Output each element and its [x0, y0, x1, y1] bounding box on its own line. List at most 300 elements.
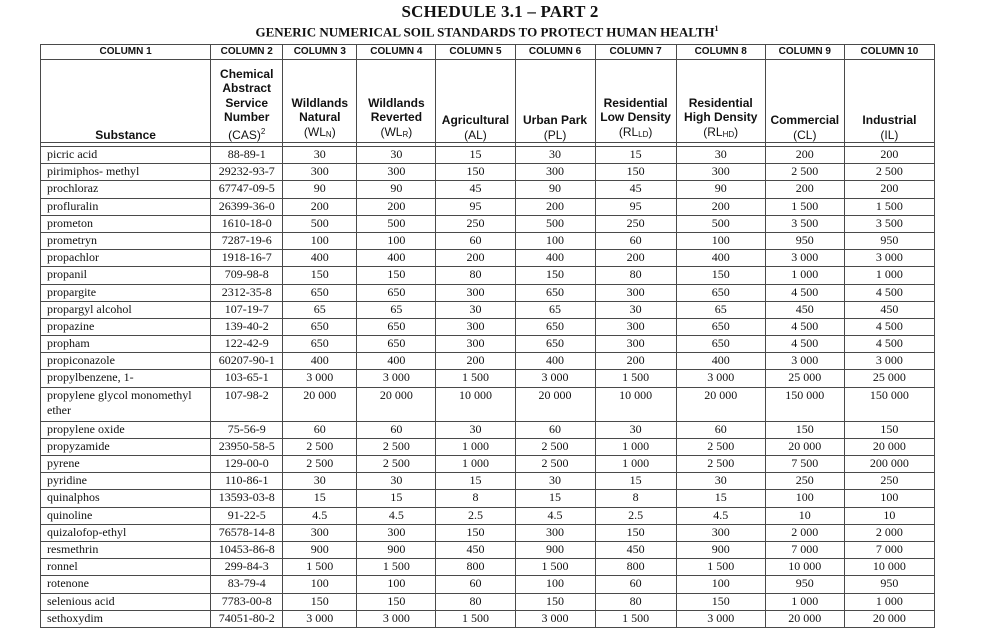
value-cell: 2 500 [676, 438, 765, 455]
header-wildlands-reverted [357, 60, 436, 143]
substance-cell: sethoxydim [41, 610, 211, 627]
value-cell: 100 [515, 232, 595, 249]
value-cell: 200 000 [844, 456, 934, 473]
substance-cell: picric acid [41, 147, 211, 164]
value-cell: 15 [283, 490, 357, 507]
value-cell: 8 [436, 490, 515, 507]
table-row [41, 593, 935, 610]
table-row [41, 267, 935, 284]
table-row [41, 507, 935, 524]
substance-cell: pyrene [41, 456, 211, 473]
header-abbr: (IL) [880, 127, 899, 142]
substance-cell: propyzamide [41, 438, 211, 455]
value-cell: 10 [844, 507, 934, 524]
value-cell: 3 000 [844, 250, 934, 267]
value-cell: 1 500 [436, 610, 515, 627]
value-cell: 65 [515, 301, 595, 318]
value-cell: 3 500 [844, 215, 934, 232]
value-cell: 30 [515, 147, 595, 164]
value-cell: 400 [283, 250, 357, 267]
value-cell: 150 [515, 267, 595, 284]
table-row [41, 215, 935, 232]
value-cell: 100 [844, 490, 934, 507]
value-cell: 300 [515, 164, 595, 181]
value-cell: 500 [357, 215, 436, 232]
value-cell: 4.5 [515, 507, 595, 524]
substance-cell: propachlor [41, 250, 211, 267]
value-cell: 900 [515, 541, 595, 558]
table-row [41, 284, 935, 301]
value-cell: 95 [595, 198, 676, 215]
value-cell: 300 [595, 336, 676, 353]
column-number: COLUMN 5 [436, 45, 515, 60]
value-cell: 65 [357, 301, 436, 318]
header-residential-low [595, 60, 676, 143]
table-row [41, 524, 935, 541]
value-cell: 250 [595, 215, 676, 232]
value-cell: 80 [595, 593, 676, 610]
value-cell: 10 000 [844, 559, 934, 576]
table-row [41, 147, 935, 164]
value-cell: 650 [283, 336, 357, 353]
table-row [41, 164, 935, 181]
value-cell: 30 [283, 473, 357, 490]
value-cell: 450 [844, 301, 934, 318]
value-cell: 3 000 [357, 610, 436, 627]
value-cell: 30 [436, 421, 515, 438]
value-cell: 650 [283, 318, 357, 335]
value-cell: 500 [515, 215, 595, 232]
header-abbr: $(WL_R)$ [380, 124, 413, 139]
value-cell: 1 000 [844, 267, 934, 284]
value-cell: 1 000 [765, 267, 844, 284]
value-cell: 650 [357, 336, 436, 353]
value-cell: 1 000 [595, 456, 676, 473]
value-cell: 2 500 [515, 438, 595, 455]
value-cell: 1 500 [515, 559, 595, 576]
value-cell: 200 [844, 181, 934, 198]
substance-cell: propylene oxide [41, 421, 211, 438]
value-cell: 200 [357, 198, 436, 215]
value-cell: 950 [765, 576, 844, 593]
value-cell: 100 [283, 232, 357, 249]
table-row [41, 387, 935, 421]
value-cell: 150 [357, 267, 436, 284]
header-commercial [765, 60, 844, 143]
value-cell: 30 [676, 147, 765, 164]
value-cell: 10 000 [595, 387, 676, 421]
value-cell: 100 [357, 576, 436, 593]
header-substance [41, 60, 211, 143]
value-cell: 15 [357, 490, 436, 507]
value-cell: 2 500 [357, 438, 436, 455]
value-cell: 1 500 [357, 559, 436, 576]
cas-cell: 10453-86-8 [211, 541, 283, 558]
value-cell: 150 [676, 267, 765, 284]
value-cell: 2 500 [844, 164, 934, 181]
value-cell: 20 000 [515, 387, 595, 421]
table-row [41, 576, 935, 593]
table-row [41, 301, 935, 318]
value-cell: 20 000 [357, 387, 436, 421]
value-cell: 8 [595, 490, 676, 507]
value-cell: 30 [595, 301, 676, 318]
value-cell: 2.5 [436, 507, 515, 524]
value-cell: 250 [765, 473, 844, 490]
value-cell: 3 000 [283, 610, 357, 627]
cas-cell: 103-65-1 [211, 370, 283, 387]
value-cell: 25 000 [844, 370, 934, 387]
value-cell: 100 [765, 490, 844, 507]
value-cell: 150 [765, 421, 844, 438]
value-cell: 60 [595, 576, 676, 593]
value-cell: 7 000 [844, 541, 934, 558]
value-cell: 3 000 [765, 353, 844, 370]
value-cell: 1 500 [283, 559, 357, 576]
column-number: COLUMN 4 [357, 45, 436, 60]
value-cell: 2 500 [357, 456, 436, 473]
value-cell: 300 [283, 524, 357, 541]
table-row [41, 610, 935, 627]
value-cell: 300 [595, 318, 676, 335]
value-cell: 80 [595, 267, 676, 284]
value-cell: 20 000 [844, 610, 934, 627]
value-cell: 900 [676, 541, 765, 558]
value-cell: 1 500 [595, 610, 676, 627]
table-row [41, 181, 935, 198]
value-cell: 150 [515, 593, 595, 610]
cas-cell: 1610-18-0 [211, 215, 283, 232]
column-number: COLUMN 2 [211, 45, 283, 60]
header-cas [211, 60, 283, 143]
cas-cell: 83-79-4 [211, 576, 283, 593]
value-cell: 60 [676, 421, 765, 438]
value-cell: 400 [676, 353, 765, 370]
value-cell: 400 [357, 250, 436, 267]
value-cell: 650 [676, 336, 765, 353]
cas-cell: 139-40-2 [211, 318, 283, 335]
value-cell: 200 [436, 353, 515, 370]
header-label: Chemical Abstract Service Number [220, 66, 274, 124]
table-row [41, 456, 935, 473]
value-cell: 500 [283, 215, 357, 232]
value-cell: 1 500 [676, 559, 765, 576]
header-abbr: $(RL_{LD})$ [618, 124, 653, 139]
value-cell: 4 500 [765, 284, 844, 301]
column-header-row [41, 60, 935, 143]
value-cell: 150 000 [844, 387, 934, 421]
value-cell: 30 [515, 473, 595, 490]
value-cell: 200 [595, 250, 676, 267]
value-cell: 150 [595, 164, 676, 181]
substance-cell: pirimiphos- methyl [41, 164, 211, 181]
column-number-row [41, 45, 935, 60]
value-cell: 15 [676, 490, 765, 507]
column-number: COLUMN 1 [41, 45, 211, 60]
value-cell: 20 000 [676, 387, 765, 421]
value-cell: 650 [357, 284, 436, 301]
substance-cell: quinoline [41, 507, 211, 524]
value-cell: 4.5 [676, 507, 765, 524]
value-cell: 60 [436, 576, 515, 593]
header-label: Urban Park [523, 113, 588, 127]
cas-cell: 26399-36-0 [211, 198, 283, 215]
value-cell: 300 [595, 284, 676, 301]
value-cell: 90 [676, 181, 765, 198]
cas-cell: 129-00-0 [211, 456, 283, 473]
value-cell: 4.5 [357, 507, 436, 524]
value-cell: 500 [676, 215, 765, 232]
value-cell: 3 000 [676, 610, 765, 627]
column-number: COLUMN 10 [844, 45, 934, 60]
table-row [41, 250, 935, 267]
table-row [41, 559, 935, 576]
column-number: COLUMN 7 [595, 45, 676, 60]
value-cell: 150 [436, 164, 515, 181]
soil-standards-table [40, 44, 935, 628]
value-cell: 300 [436, 336, 515, 353]
value-cell: 200 [765, 181, 844, 198]
value-cell: 3 000 [283, 370, 357, 387]
value-cell: 1 000 [595, 438, 676, 455]
value-cell: 2.5 [595, 507, 676, 524]
substance-cell: propham [41, 336, 211, 353]
value-cell: 15 [515, 490, 595, 507]
value-cell: 650 [676, 284, 765, 301]
cas-cell: 75-56-9 [211, 421, 283, 438]
value-cell: 4.5 [283, 507, 357, 524]
cas-cell: 1918-16-7 [211, 250, 283, 267]
value-cell: 100 [283, 576, 357, 593]
value-cell: 90 [515, 181, 595, 198]
value-cell: 400 [357, 353, 436, 370]
substance-cell: quizalofop-ethyl [41, 524, 211, 541]
substance-cell: propargite [41, 284, 211, 301]
value-cell: 90 [283, 181, 357, 198]
value-cell: 3 000 [357, 370, 436, 387]
cas-cell: 709-98-8 [211, 267, 283, 284]
value-cell: 200 [436, 250, 515, 267]
value-cell: 3 000 [844, 353, 934, 370]
column-number: COLUMN 8 [676, 45, 765, 60]
value-cell: 1 000 [765, 593, 844, 610]
table-body [41, 143, 935, 628]
header-label: Industrial [862, 113, 917, 127]
value-cell: 200 [676, 198, 765, 215]
value-cell: 450 [436, 541, 515, 558]
value-cell: 3 000 [765, 250, 844, 267]
substance-cell: prochloraz [41, 181, 211, 198]
table-row [41, 421, 935, 438]
table-row [41, 370, 935, 387]
value-cell: 400 [676, 250, 765, 267]
value-cell: 300 [283, 164, 357, 181]
substance-cell: profluralin [41, 198, 211, 215]
header-abbr: (AL) [464, 127, 487, 142]
table-row [41, 473, 935, 490]
header-label: Wildlands Natural [291, 95, 349, 124]
value-cell: 2 500 [765, 164, 844, 181]
value-cell: 20 000 [844, 438, 934, 455]
value-cell: 15 [436, 473, 515, 490]
table-row [41, 232, 935, 249]
header-label: Residential Low Density [600, 95, 671, 124]
value-cell: 1 000 [844, 593, 934, 610]
substance-cell: propylene glycol monomethyl ether [41, 387, 211, 421]
value-cell: 30 [283, 147, 357, 164]
value-cell: 1 500 [436, 370, 515, 387]
table-row [41, 353, 935, 370]
value-cell: 20 000 [283, 387, 357, 421]
value-cell: 400 [515, 353, 595, 370]
value-cell: 80 [436, 267, 515, 284]
value-cell: 950 [765, 232, 844, 249]
header-abbr: (CL) [793, 127, 817, 142]
value-cell: 30 [436, 301, 515, 318]
value-cell: 900 [357, 541, 436, 558]
value-cell: 250 [844, 473, 934, 490]
substance-cell: propylbenzene, 1- [41, 370, 211, 387]
header-abbr: $(RL_{HD})$ [703, 124, 739, 139]
value-cell: 4 500 [765, 336, 844, 353]
document-subtitle [0, 24, 974, 40]
cas-cell: 7783-00-8 [211, 593, 283, 610]
substance-cell: selenious acid [41, 593, 211, 610]
value-cell: 65 [676, 301, 765, 318]
header-abbr: $(WL_N)$ [303, 124, 336, 139]
value-cell: 90 [357, 181, 436, 198]
value-cell: 30 [357, 473, 436, 490]
column-number: COLUMN 3 [283, 45, 357, 60]
value-cell: 950 [844, 232, 934, 249]
value-cell: 300 [357, 164, 436, 181]
cas-cell: 91-22-5 [211, 507, 283, 524]
value-cell: 150 [844, 421, 934, 438]
value-cell: 80 [436, 593, 515, 610]
value-cell: 3 000 [676, 370, 765, 387]
substance-cell: propanil [41, 267, 211, 284]
value-cell: 2 000 [765, 524, 844, 541]
value-cell: 250 [436, 215, 515, 232]
cas-cell: 107-98-2 [211, 387, 283, 421]
cas-cell: 110-86-1 [211, 473, 283, 490]
value-cell: 2 500 [283, 456, 357, 473]
value-cell: 650 [515, 336, 595, 353]
header-residential-high [676, 60, 765, 143]
value-cell: 1 500 [844, 198, 934, 215]
value-cell: 7 000 [765, 541, 844, 558]
value-cell: 800 [436, 559, 515, 576]
subtitle-footnote: 1 [714, 24, 719, 33]
value-cell: 3 000 [515, 610, 595, 627]
value-cell: 30 [676, 473, 765, 490]
value-cell: 15 [595, 473, 676, 490]
value-cell: 10 000 [765, 559, 844, 576]
header-agricultural [436, 60, 515, 143]
value-cell: 1 000 [436, 438, 515, 455]
header-wildlands-natural [283, 60, 357, 143]
value-cell: 15 [595, 147, 676, 164]
header-label: Agricultural [441, 113, 510, 127]
table-row [41, 198, 935, 215]
value-cell: 150 000 [765, 387, 844, 421]
value-cell: 100 [676, 576, 765, 593]
value-cell: 25 000 [765, 370, 844, 387]
value-cell: 20 000 [765, 610, 844, 627]
table-row [41, 541, 935, 558]
value-cell: 150 [676, 593, 765, 610]
value-cell: 30 [357, 147, 436, 164]
value-cell: 650 [357, 318, 436, 335]
value-cell: 4 500 [844, 318, 934, 335]
value-cell: 650 [283, 284, 357, 301]
value-cell: 200 [765, 147, 844, 164]
value-cell: 450 [765, 301, 844, 318]
table-row [41, 438, 935, 455]
cas-cell: 13593-03-8 [211, 490, 283, 507]
value-cell: 400 [283, 353, 357, 370]
value-cell: 900 [283, 541, 357, 558]
header-industrial [844, 60, 934, 143]
value-cell: 45 [595, 181, 676, 198]
cas-cell: 107-19-7 [211, 301, 283, 318]
substance-cell: propargyl alcohol [41, 301, 211, 318]
value-cell: 3 000 [515, 370, 595, 387]
value-cell: 2 000 [844, 524, 934, 541]
table-row [41, 336, 935, 353]
header-label: Residential High Density [684, 95, 758, 124]
value-cell: 650 [676, 318, 765, 335]
header-abbr: (CAS) [228, 127, 261, 142]
value-cell: 300 [676, 524, 765, 541]
header-label: Commercial [770, 113, 840, 127]
cas-cell: 29232-93-7 [211, 164, 283, 181]
cas-cell: 23950-58-5 [211, 438, 283, 455]
cas-cell: 299-84-3 [211, 559, 283, 576]
value-cell: 1 000 [436, 456, 515, 473]
substance-cell: rotenone [41, 576, 211, 593]
value-cell: 300 [436, 284, 515, 301]
subtitle-text: GENERIC NUMERICAL SOIL STANDARDS TO PROTECT HUMAN HEALTH [255, 24, 715, 40]
substance-cell: prometryn [41, 232, 211, 249]
cas-cell: 122-42-9 [211, 336, 283, 353]
substance-cell: pyridine [41, 473, 211, 490]
header-urban-park [515, 60, 595, 143]
value-cell: 95 [436, 198, 515, 215]
value-cell: 65 [283, 301, 357, 318]
value-cell: 4 500 [844, 284, 934, 301]
value-cell: 150 [595, 524, 676, 541]
value-cell: 60 [436, 232, 515, 249]
substance-cell: prometon [41, 215, 211, 232]
table-row [41, 490, 935, 507]
value-cell: 400 [515, 250, 595, 267]
value-cell: 650 [515, 284, 595, 301]
substance-cell: propazine [41, 318, 211, 335]
value-cell: 200 [283, 198, 357, 215]
value-cell: 650 [515, 318, 595, 335]
value-cell: 10 [765, 507, 844, 524]
value-cell: 10 000 [436, 387, 515, 421]
value-cell: 60 [515, 421, 595, 438]
value-cell: 450 [595, 541, 676, 558]
cas-cell: 2312-35-8 [211, 284, 283, 301]
value-cell: 2 500 [676, 456, 765, 473]
value-cell: 200 [844, 147, 934, 164]
substance-cell: propiconazole [41, 353, 211, 370]
value-cell: 30 [595, 421, 676, 438]
value-cell: 150 [357, 593, 436, 610]
